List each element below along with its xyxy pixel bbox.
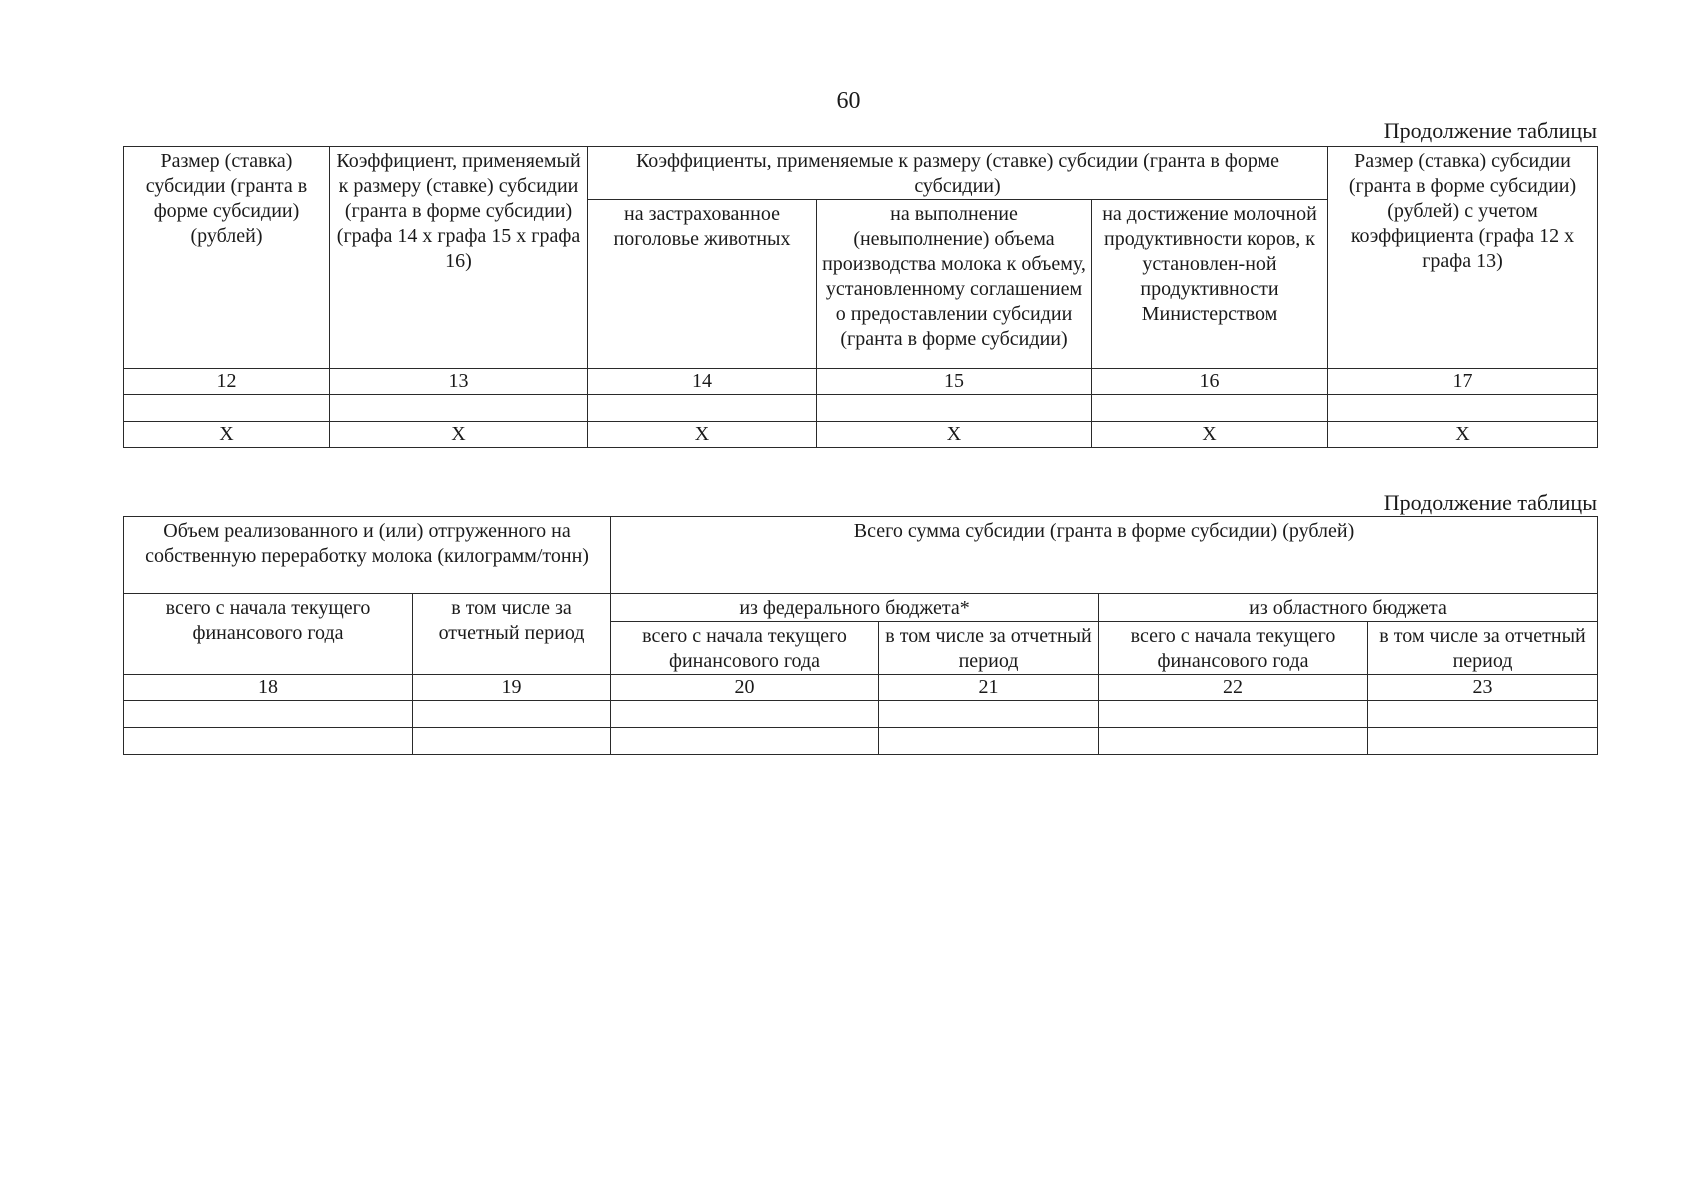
federal-since-year-start-header: всего с начала текущего финансового года [611, 622, 879, 675]
column-number: 18 [124, 675, 413, 701]
volume-header: Объем реализованного и (или) отгруженного на собственную переработку молока (килограмм/тонн) [124, 517, 611, 594]
x-cell: Х [330, 422, 588, 448]
empty-cell [413, 728, 611, 755]
volume-since-year-start-header: всего с начала текущего финансового года [124, 594, 413, 675]
page-number: 60 [836, 88, 861, 114]
col17-header: Размер (ставка) субсидии (гранта в форме субсидии) (рублей) с учетом коэффициента (графа 12 х графа 13) [1328, 147, 1598, 369]
empty-cell [1368, 728, 1598, 755]
column-number: 14 [588, 369, 817, 395]
subsidy-rate-table [123, 146, 1598, 448]
empty-cell [1092, 395, 1328, 422]
empty-cell [124, 701, 413, 728]
empty-data-row [124, 395, 1598, 422]
federal-for-period-header: в том числе за отчетный период [879, 622, 1099, 675]
column-number: 23 [1368, 675, 1598, 701]
empty-cell [124, 728, 413, 755]
continuation-label: Продолжение таблицы [1383, 118, 1597, 143]
x-cell: Х [588, 422, 817, 448]
column-number: 21 [879, 675, 1099, 701]
empty-cell [330, 395, 588, 422]
subsidy-amount-table [123, 516, 1598, 755]
volume-for-period-header: в том числе за отчетный период [413, 594, 611, 675]
regional-budget-header: из областного бюджета [1099, 594, 1598, 622]
empty-cell [1328, 395, 1598, 422]
federal-budget-header: из федерального бюджета* [611, 594, 1099, 622]
empty-cell [817, 395, 1092, 422]
column-number: 15 [817, 369, 1092, 395]
empty-data-row [124, 728, 1598, 755]
empty-cell [611, 728, 879, 755]
col13-header: Коэффициент, применяемый к размеру (ставке) субсидии (гранта в форме субсидии) (графа 14 х графа 15 х графа 16) [330, 147, 588, 369]
empty-cell [611, 701, 879, 728]
empty-cell [1099, 728, 1368, 755]
empty-cell [588, 395, 817, 422]
col14-header: на застрахованное поголовье животных [588, 200, 817, 369]
empty-cell [124, 395, 330, 422]
col12-header: Размер (ставка) субсидии (гранта в форме субсидии)(рублей) [124, 147, 330, 369]
x-cell: Х [817, 422, 1092, 448]
empty-cell [1368, 701, 1598, 728]
column-number: 13 [330, 369, 588, 395]
x-cell: Х [1328, 422, 1598, 448]
column-number: 22 [1099, 675, 1368, 701]
regional-for-period-header: в том числе за отчетный период [1368, 622, 1598, 675]
empty-cell [1099, 701, 1368, 728]
empty-cell [879, 728, 1099, 755]
col16-header: на достижение молочной продуктивности коров, к установлен-ной продуктивности Министерством [1092, 200, 1328, 369]
column-number: 19 [413, 675, 611, 701]
continuation-label: Продолжение таблицы [1383, 490, 1597, 515]
total-subsidy-header: Всего сумма субсидии (гранта в форме субсидии) (рублей) [611, 517, 1598, 594]
column-number: 16 [1092, 369, 1328, 395]
regional-since-year-start-header: всего с начала текущего финансового года [1099, 622, 1368, 675]
column-number: 20 [611, 675, 879, 701]
coefficients-group-header: Коэффициенты, применяемые к размеру (ставке) субсидии (гранта в форме субсидии) [588, 147, 1328, 200]
column-number: 17 [1328, 369, 1598, 395]
empty-cell [413, 701, 611, 728]
empty-cell [879, 701, 1099, 728]
x-cell: Х [1092, 422, 1328, 448]
empty-data-row [124, 701, 1598, 728]
col15-header: на выполнение (невыполнение) объема производства молока к объему, установленному соглашением о предоставлении субсидии (гранта в форме субсидии) [817, 200, 1092, 369]
x-cell: Х [124, 422, 330, 448]
column-number: 12 [124, 369, 330, 395]
